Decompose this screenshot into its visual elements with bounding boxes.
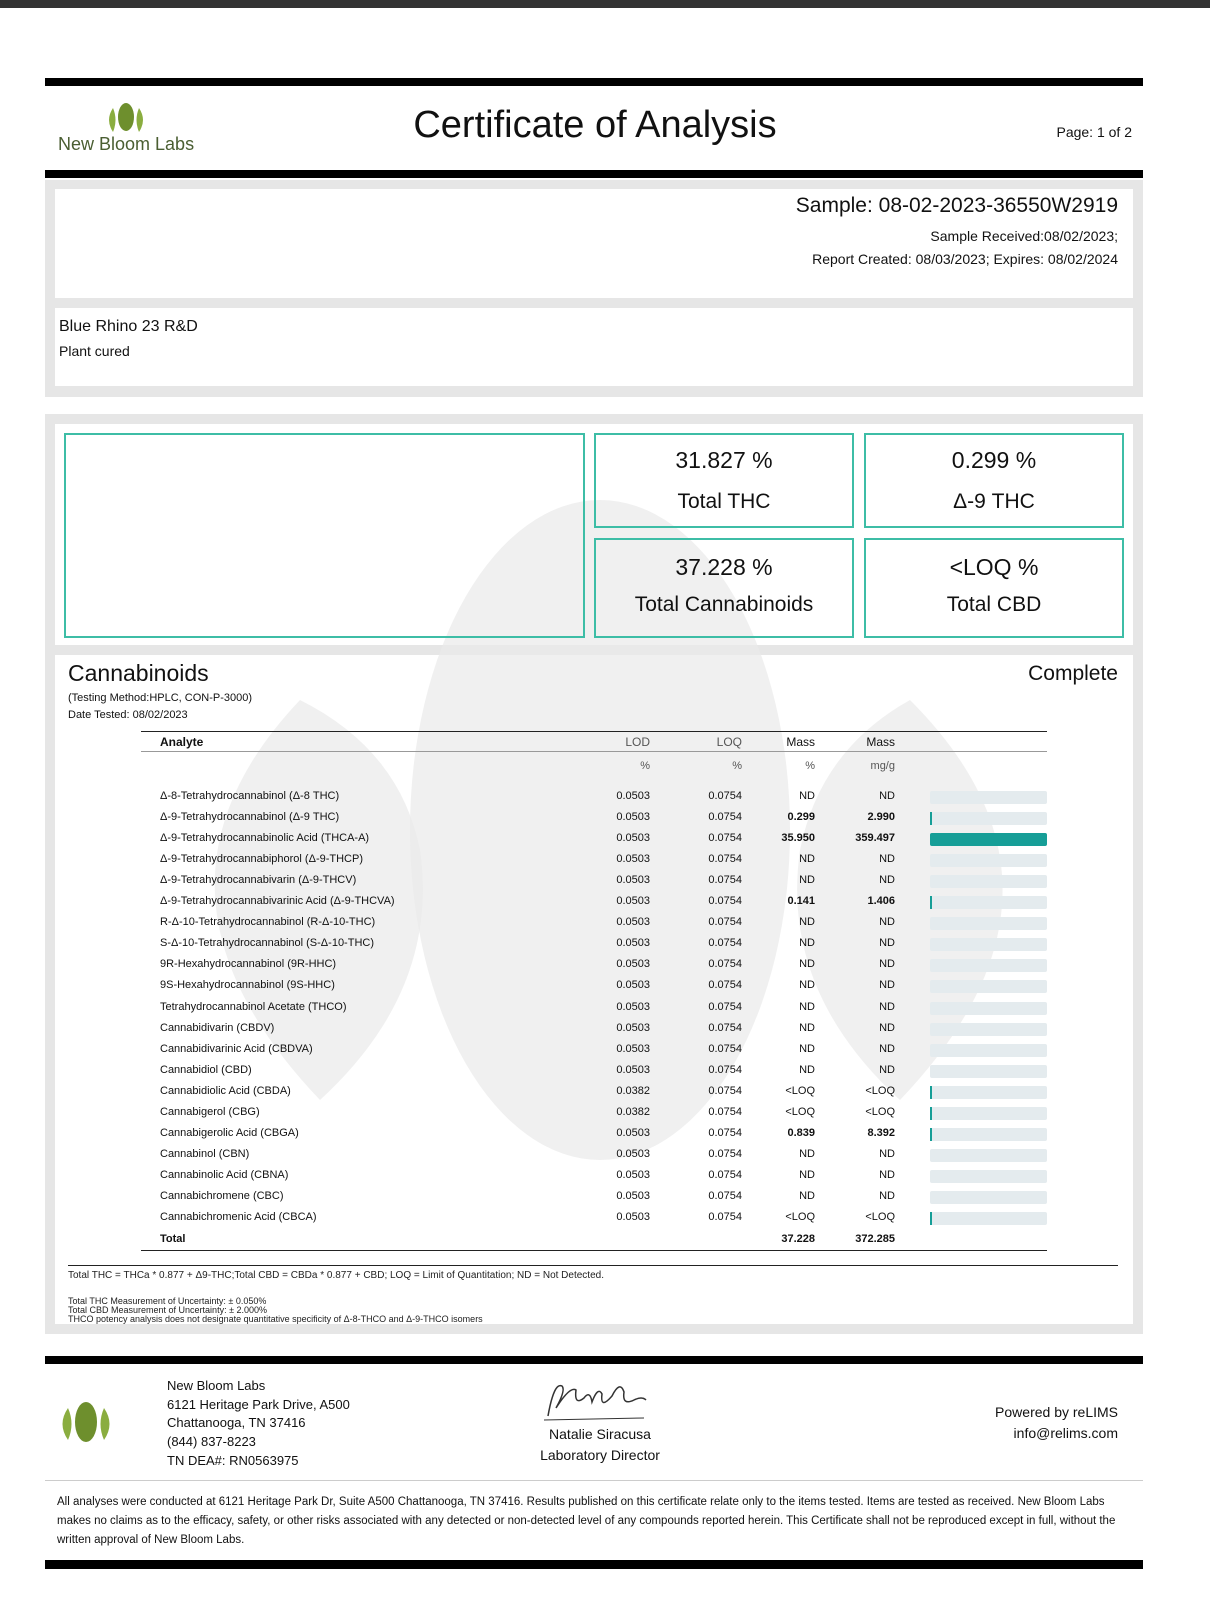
loq-value: 0.0754 bbox=[708, 958, 742, 970]
analyte-name: Cannabidivarin (CBDV) bbox=[160, 1022, 275, 1034]
summary-total-thc bbox=[594, 433, 854, 528]
analyte-name: Cannabichromene (CBC) bbox=[160, 1190, 284, 1202]
loq-value: 0.0754 bbox=[708, 790, 742, 802]
section-title: Cannabinoids bbox=[68, 660, 209, 686]
level-bar-track bbox=[930, 1191, 1047, 1204]
level-bar-track bbox=[930, 1065, 1047, 1078]
analyte-name: Cannabidiolic Acid (CBDA) bbox=[160, 1085, 291, 1097]
analyte-name: Δ-9-Tetrahydrocannabivarin (Δ-9-THCV) bbox=[160, 874, 357, 886]
loq-value: 0.0754 bbox=[708, 937, 742, 949]
col-mass-mg: Mass bbox=[866, 735, 895, 749]
analyte-name: Δ-9-Tetrahydrocannabivarinic Acid (Δ-9-THCVA) bbox=[160, 895, 395, 907]
window-top-bar bbox=[0, 0, 1210, 8]
table-row bbox=[0, 1064, 1210, 1082]
loq-value: 0.0754 bbox=[708, 853, 742, 865]
lod-value: 0.0382 bbox=[616, 1085, 650, 1097]
mass-pct-value: ND bbox=[799, 1001, 815, 1013]
level-bar-tick bbox=[930, 1128, 932, 1141]
analyte-name: R-Δ-10-Tetrahydrocannabinol (R-Δ-10-THC) bbox=[160, 916, 376, 928]
lod-value: 0.0503 bbox=[616, 916, 650, 928]
level-bar-track bbox=[930, 791, 1047, 804]
col-analyte: Analyte bbox=[160, 735, 204, 749]
mass-pct-value: ND bbox=[799, 979, 815, 991]
footer-bottom-rule bbox=[45, 1560, 1143, 1569]
signer-title: Laboratory Director bbox=[540, 1447, 660, 1463]
mass-pct-value: ND bbox=[799, 1022, 815, 1034]
level-bar-track bbox=[930, 1002, 1047, 1015]
loq-value: 0.0754 bbox=[708, 1085, 742, 1097]
product-info-box bbox=[55, 308, 1133, 386]
summary-d9-thc bbox=[864, 433, 1124, 528]
mass-pct-value: ND bbox=[799, 1148, 815, 1160]
footer-phone: (844) 837-8223 bbox=[167, 1434, 256, 1449]
level-bar-track bbox=[930, 1044, 1047, 1057]
analyte-name: Cannabichromenic Acid (CBCA) bbox=[160, 1211, 317, 1223]
table-row bbox=[0, 979, 1210, 997]
mass-mg-value: 1.406 bbox=[867, 895, 895, 907]
level-bar-tick bbox=[930, 812, 932, 825]
table-header-rule bbox=[141, 751, 1047, 752]
analyte-name: Cannabinolic Acid (CBNA) bbox=[160, 1169, 289, 1181]
analyte-name: Δ-9-Tetrahydrocannabiphorol (Δ-9-THCP) bbox=[160, 853, 363, 865]
loq-value: 0.0754 bbox=[708, 1127, 742, 1139]
mass-mg-value: <LOQ bbox=[865, 1085, 895, 1097]
table-row bbox=[0, 1127, 1210, 1145]
mass-mg-value: ND bbox=[879, 1169, 895, 1181]
mass-mg-value: ND bbox=[879, 1001, 895, 1013]
lod-value: 0.0503 bbox=[616, 1043, 650, 1055]
mass-pct-value: ND bbox=[799, 874, 815, 886]
thco-note: THCO potency analysis does not designate quantitative specificity of Δ-8-THCO and Δ-9-THCO isomers bbox=[68, 1314, 483, 1324]
table-row bbox=[0, 916, 1210, 934]
footer-dea: TN DEA#: RN0563975 bbox=[167, 1453, 299, 1468]
footer-address-line2: Chattanooga, TN 37416 bbox=[167, 1415, 306, 1430]
loq-value: 0.0754 bbox=[708, 874, 742, 886]
summary-total-cbd bbox=[864, 538, 1124, 638]
level-bar-tick bbox=[930, 1212, 932, 1225]
table-row bbox=[0, 1001, 1210, 1019]
unit-mass-mg: mg/g bbox=[870, 760, 895, 772]
lod-value: 0.0503 bbox=[616, 811, 650, 823]
table-row bbox=[0, 790, 1210, 808]
col-lod: LOD bbox=[625, 735, 650, 749]
unit-mass-pct: % bbox=[805, 760, 815, 772]
mass-mg-value: 359.497 bbox=[855, 832, 895, 844]
analyte-name: Cannabigerolic Acid (CBGA) bbox=[160, 1127, 299, 1139]
mass-mg-value: 2.990 bbox=[867, 811, 895, 823]
unit-loq: % bbox=[732, 760, 742, 772]
summary-label: Total Cannabinoids bbox=[634, 593, 814, 616]
summary-value: <LOQ % bbox=[949, 554, 1039, 580]
analyte-name: Tetrahydrocannabinol Acetate (THCO) bbox=[160, 1001, 347, 1013]
mass-mg-value: ND bbox=[879, 937, 895, 949]
summary-total-cannabinoids bbox=[594, 538, 854, 638]
loq-value: 0.0754 bbox=[708, 1001, 742, 1013]
lod-value: 0.0503 bbox=[616, 1148, 650, 1160]
col-mass-pct: Mass bbox=[786, 735, 815, 749]
table-row bbox=[0, 895, 1210, 913]
analyte-name: Cannabinol (CBN) bbox=[160, 1148, 250, 1160]
lod-value: 0.0503 bbox=[616, 1190, 650, 1202]
mass-pct-value: <LOQ bbox=[785, 1106, 815, 1118]
summary-value: 0.299 % bbox=[951, 447, 1037, 473]
mass-mg-value: ND bbox=[879, 1043, 895, 1055]
lod-value: 0.0503 bbox=[616, 874, 650, 886]
mass-mg-value: ND bbox=[879, 958, 895, 970]
loq-value: 0.0754 bbox=[708, 1106, 742, 1118]
page-title: Certificate of Analysis bbox=[413, 104, 777, 146]
signer-name: Natalie Siracusa bbox=[549, 1426, 651, 1442]
loq-value: 0.0754 bbox=[708, 1211, 742, 1223]
level-bar-track bbox=[930, 1128, 1047, 1141]
level-bar-track bbox=[930, 917, 1047, 930]
loq-value: 0.0754 bbox=[708, 1022, 742, 1034]
table-row bbox=[0, 1211, 1210, 1229]
loq-value: 0.0754 bbox=[708, 1148, 742, 1160]
mass-pct-value: <LOQ bbox=[785, 1211, 815, 1223]
mass-mg-value: ND bbox=[879, 874, 895, 886]
lod-value: 0.0503 bbox=[616, 790, 650, 802]
table-row bbox=[0, 1190, 1210, 1208]
mass-pct-value: ND bbox=[799, 1064, 815, 1076]
level-bar-tick bbox=[930, 896, 932, 909]
level-bar-track bbox=[930, 980, 1047, 993]
sample-received: Sample Received:08/02/2023; bbox=[930, 228, 1118, 244]
analyte-name: 9R-Hexahydrocannabinol (9R-HHC) bbox=[160, 958, 337, 970]
level-bar-track bbox=[930, 896, 1047, 909]
leaf-logo-icon bbox=[105, 102, 147, 136]
summary-value: 31.827 % bbox=[675, 447, 773, 473]
loq-value: 0.0754 bbox=[708, 1043, 742, 1055]
mass-mg-value: 8.392 bbox=[867, 1127, 895, 1139]
mass-pct-value: 0.839 bbox=[787, 1127, 815, 1139]
table-row bbox=[0, 811, 1210, 829]
footer-email: info@relims.com bbox=[1013, 1425, 1118, 1441]
level-bar-track bbox=[930, 1149, 1047, 1162]
mass-pct-value: ND bbox=[799, 916, 815, 928]
table-row bbox=[0, 1169, 1210, 1187]
page-number: Page: 1 of 2 bbox=[1056, 124, 1132, 140]
lod-value: 0.0503 bbox=[616, 1064, 650, 1076]
header-top-rule bbox=[45, 78, 1143, 86]
table-row bbox=[0, 1148, 1210, 1166]
level-bar-fill bbox=[930, 833, 1047, 846]
product-type: Plant cured bbox=[59, 343, 130, 359]
mass-pct-value: 35.950 bbox=[781, 832, 815, 844]
date-tested: Date Tested: 08/02/2023 bbox=[68, 709, 188, 721]
analyte-name: Δ-8-Tetrahydrocannabinol (Δ-8 THC) bbox=[160, 790, 340, 802]
level-bar-track bbox=[930, 1023, 1047, 1036]
loq-value: 0.0754 bbox=[708, 1190, 742, 1202]
mass-pct-value: <LOQ bbox=[785, 1085, 815, 1097]
analyte-name: Δ-9-Tetrahydrocannabinolic Acid (THCA-A) bbox=[160, 832, 370, 844]
signature-icon bbox=[540, 1376, 650, 1424]
total-mass-pct: 37.228 bbox=[781, 1233, 815, 1245]
loq-value: 0.0754 bbox=[708, 811, 742, 823]
powered-by: Powered by reLIMS bbox=[995, 1404, 1118, 1420]
table-row bbox=[0, 853, 1210, 871]
mass-mg-value: ND bbox=[879, 979, 895, 991]
loq-value: 0.0754 bbox=[708, 895, 742, 907]
report-dates: Report Created: 08/03/2023; Expires: 08/02/2024 bbox=[812, 251, 1118, 267]
total-label: Total bbox=[160, 1233, 186, 1245]
level-bar-track bbox=[930, 1107, 1047, 1120]
loq-value: 0.0754 bbox=[708, 979, 742, 991]
header-bottom-rule bbox=[45, 170, 1143, 178]
unit-lod: % bbox=[640, 760, 650, 772]
table-row bbox=[0, 1106, 1210, 1124]
summary-label: Total CBD bbox=[946, 593, 1042, 616]
disclaimer: All analyses were conducted at 6121 Heritage Park Dr, Suite A500 Chattanooga, TN 37416. Results published on this certificate relate only to the items tested. Items are tested as received. New Bloom Labs makes no claims as to the efficacy, safety, or other risks associated with any detected or non-detected level of any compounds reported herein. This Certificate shall not be reproduced except in full, without the written approval of New Bloom Labs. bbox=[57, 1496, 1116, 1546]
lod-value: 0.0503 bbox=[616, 1001, 650, 1013]
table-row bbox=[0, 1043, 1210, 1061]
analyte-name: S-Δ-10-Tetrahydrocannabinol (S-Δ-10-THC) bbox=[160, 937, 374, 949]
level-bar-track bbox=[930, 875, 1047, 888]
analyte-name: 9S-Hexahydrocannabinol (9S-HHC) bbox=[160, 979, 335, 991]
lab-logo-text: New Bloom Labs bbox=[58, 134, 195, 154]
mass-mg-value: ND bbox=[879, 1190, 895, 1202]
lod-value: 0.0503 bbox=[616, 979, 650, 991]
loq-value: 0.0754 bbox=[708, 916, 742, 928]
mass-mg-value: <LOQ bbox=[865, 1106, 895, 1118]
lod-value: 0.0382 bbox=[616, 1106, 650, 1118]
table-row bbox=[0, 1085, 1210, 1103]
cbd-uncertainty-note: Total CBD Measurement of Uncertainty: ± 2.000% bbox=[68, 1305, 268, 1315]
level-bar-track bbox=[930, 959, 1047, 972]
total-mass-mg: 372.285 bbox=[855, 1233, 895, 1245]
leaf-logo-icon bbox=[57, 1400, 115, 1446]
mass-pct-value: ND bbox=[799, 790, 815, 802]
product-name: Blue Rhino 23 R&D bbox=[59, 318, 198, 335]
level-bar-track bbox=[930, 854, 1047, 867]
mass-pct-value: 0.299 bbox=[787, 811, 815, 823]
testing-method: (Testing Method:HPLC, CON-P-3000) bbox=[68, 692, 253, 704]
mass-mg-value: ND bbox=[879, 1022, 895, 1034]
lod-value: 0.0503 bbox=[616, 1127, 650, 1139]
level-bar-tick bbox=[930, 1107, 932, 1120]
analyte-name: Cannabigerol (CBG) bbox=[160, 1106, 260, 1118]
image-placeholder-box bbox=[64, 433, 585, 638]
table-row bbox=[0, 1022, 1210, 1040]
mass-mg-value: ND bbox=[879, 1064, 895, 1076]
level-bar-track bbox=[930, 1170, 1047, 1183]
status-text: Complete bbox=[1028, 662, 1118, 685]
mass-pct-value: ND bbox=[799, 1190, 815, 1202]
mass-mg-value: <LOQ bbox=[865, 1211, 895, 1223]
lod-value: 0.0503 bbox=[616, 1022, 650, 1034]
level-bar-track bbox=[930, 833, 1047, 846]
thc-uncertainty-note: Total THC Measurement of Uncertainty: ± 0.050% bbox=[68, 1296, 267, 1306]
mass-pct-value: ND bbox=[799, 958, 815, 970]
lod-value: 0.0503 bbox=[616, 832, 650, 844]
table-top-rule bbox=[141, 731, 1047, 732]
level-bar-track bbox=[930, 1212, 1047, 1225]
mass-mg-value: ND bbox=[879, 916, 895, 928]
level-bar-track bbox=[930, 938, 1047, 951]
level-bar-tick bbox=[930, 1086, 932, 1099]
table-row bbox=[0, 958, 1210, 976]
footer-top-rule bbox=[45, 1356, 1143, 1364]
sample-id: Sample: 08-02-2023-36550W2919 bbox=[795, 194, 1118, 217]
footer-address-line1: 6121 Heritage Park Drive, A500 bbox=[167, 1397, 350, 1412]
table-row bbox=[0, 832, 1210, 850]
col-loq: LOQ bbox=[716, 735, 742, 749]
mass-mg-value: ND bbox=[879, 853, 895, 865]
mass-pct-value: ND bbox=[799, 937, 815, 949]
level-bar-track bbox=[930, 1086, 1047, 1099]
analyte-name: Cannabidiol (CBD) bbox=[160, 1064, 252, 1076]
loq-value: 0.0754 bbox=[708, 1064, 742, 1076]
lod-value: 0.0503 bbox=[616, 1211, 650, 1223]
summary-label: Δ-9 THC bbox=[953, 490, 1035, 513]
table-row bbox=[0, 937, 1210, 955]
analyte-name: Δ-9-Tetrahydrocannabinol (Δ-9 THC) bbox=[160, 811, 340, 823]
table-bottom-rule bbox=[141, 1250, 1047, 1251]
lod-value: 0.0503 bbox=[616, 958, 650, 970]
mass-mg-value: ND bbox=[879, 790, 895, 802]
analyte-name: Cannabidivarinic Acid (CBDVA) bbox=[160, 1043, 313, 1055]
lod-value: 0.0503 bbox=[616, 853, 650, 865]
loq-value: 0.0754 bbox=[708, 1169, 742, 1181]
level-bar-track bbox=[930, 812, 1047, 825]
loq-value: 0.0754 bbox=[708, 832, 742, 844]
table-row bbox=[0, 874, 1210, 892]
mass-pct-value: ND bbox=[799, 853, 815, 865]
lod-value: 0.0503 bbox=[616, 895, 650, 907]
notes-rule bbox=[68, 1265, 1118, 1266]
formula-note: Total THC = THCa * 0.877 + Δ9-THC;Total CBD = CBDa * 0.877 + CBD; LOQ = Limit of Quantitation; ND = Not Detected. bbox=[68, 1270, 604, 1281]
mass-pct-value: ND bbox=[799, 1043, 815, 1055]
summary-label: Total THC bbox=[677, 490, 771, 513]
mass-pct-value: 0.141 bbox=[787, 895, 815, 907]
mass-pct-value: ND bbox=[799, 1169, 815, 1181]
lod-value: 0.0503 bbox=[616, 937, 650, 949]
footer-divider bbox=[45, 1480, 1143, 1481]
footer-lab-name: New Bloom Labs bbox=[167, 1378, 266, 1393]
mass-mg-value: ND bbox=[879, 1148, 895, 1160]
lod-value: 0.0503 bbox=[616, 1169, 650, 1181]
summary-value: 37.228 % bbox=[675, 554, 773, 580]
